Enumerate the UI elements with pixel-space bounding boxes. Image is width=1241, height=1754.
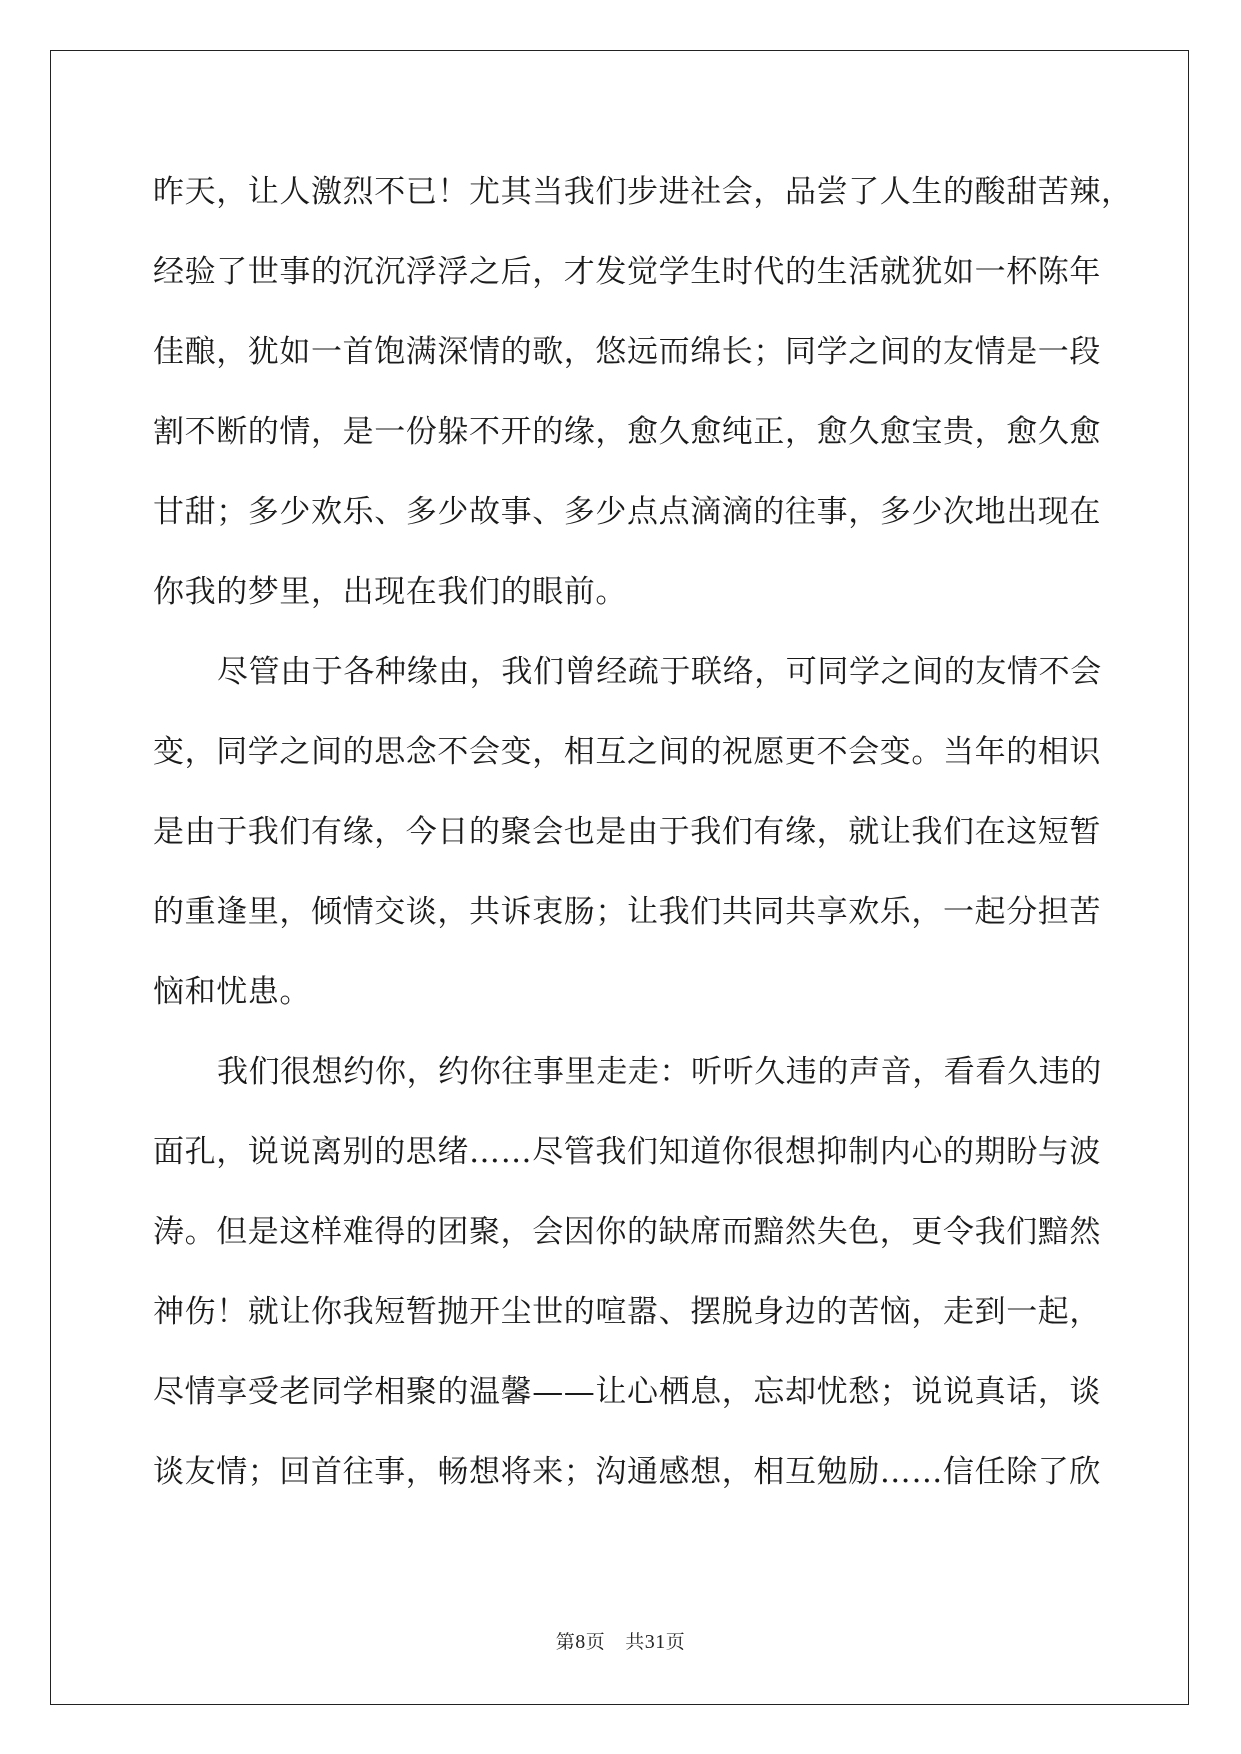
text-line: 面孔，说说离别的思绪……尽管我们知道你很想抑制内心的期盼与波: [153, 1134, 1101, 1170]
page-number: 8: [575, 1631, 586, 1653]
text-line: 佳酿，犹如一首饱满深情的歌，悠远而绵长；同学之间的友情是一段: [153, 334, 1101, 370]
total-pages: 31: [644, 1631, 666, 1653]
text-line: 甘甜；多少欢乐、多少故事、多少点点滴滴的往事，多少次地出现在: [153, 494, 1101, 530]
text-line: 经验了世事的沉沉浮浮之后，才发觉学生时代的生活就犹如一杯陈年: [153, 254, 1101, 290]
text-line: 昨天，让人激烈不已！尤其当我们步进社会，品尝了人生的酸甜苦辣，: [153, 174, 1133, 210]
page-footer: [0, 1627, 1241, 1654]
page-suffix: 页: [585, 1632, 606, 1653]
text-line: 是由于我们有缘，今日的聚会也是由于我们有缘，就让我们在这短暂: [153, 814, 1101, 850]
text-line: 恼和忧患。: [153, 974, 311, 1010]
document-body: [153, 152, 1133, 1512]
text-line: 尽情享受老同学相聚的温馨——让心栖息，忘却忧愁；说说真话，谈: [153, 1374, 1101, 1410]
page-prefix: 第: [555, 1632, 576, 1653]
text-line: 你我的梦里，出现在我们的眼前。: [153, 574, 627, 610]
paragraph-first-line: 我们很想约你，约你往事里走走：听听久违的声音，看看久违的: [217, 1054, 1102, 1090]
text-line: 变，同学之间的思念不会变，相互之间的祝愿更不会变。当年的相识: [153, 734, 1101, 770]
text-line: 涛。但是这样难得的团聚，会因你的缺席而黯然失色，更令我们黯然: [153, 1214, 1101, 1250]
text-line: 谈友情；回首往事，畅想将来；沟通感想，相互勉励……信任除了欣: [153, 1454, 1101, 1490]
total-prefix: 共: [625, 1632, 645, 1653]
text-line: 的重逢里，倾情交谈，共诉衷肠；让我们共同共享欢乐，一起分担苦: [153, 894, 1101, 930]
paragraph-first-line: 尽管由于各种缘由，我们曾经疏于联络，可同学之间的友情不会: [217, 654, 1102, 690]
text-line: 割不断的情，是一份躲不开的缘，愈久愈纯正，愈久愈宝贵，愈久愈: [153, 414, 1101, 450]
total-suffix: 页: [665, 1632, 686, 1653]
text-line: 神伤！就让你我短暂抛开尘世的喧嚣、摆脱身边的苦恼，走到一起，: [153, 1294, 1101, 1330]
